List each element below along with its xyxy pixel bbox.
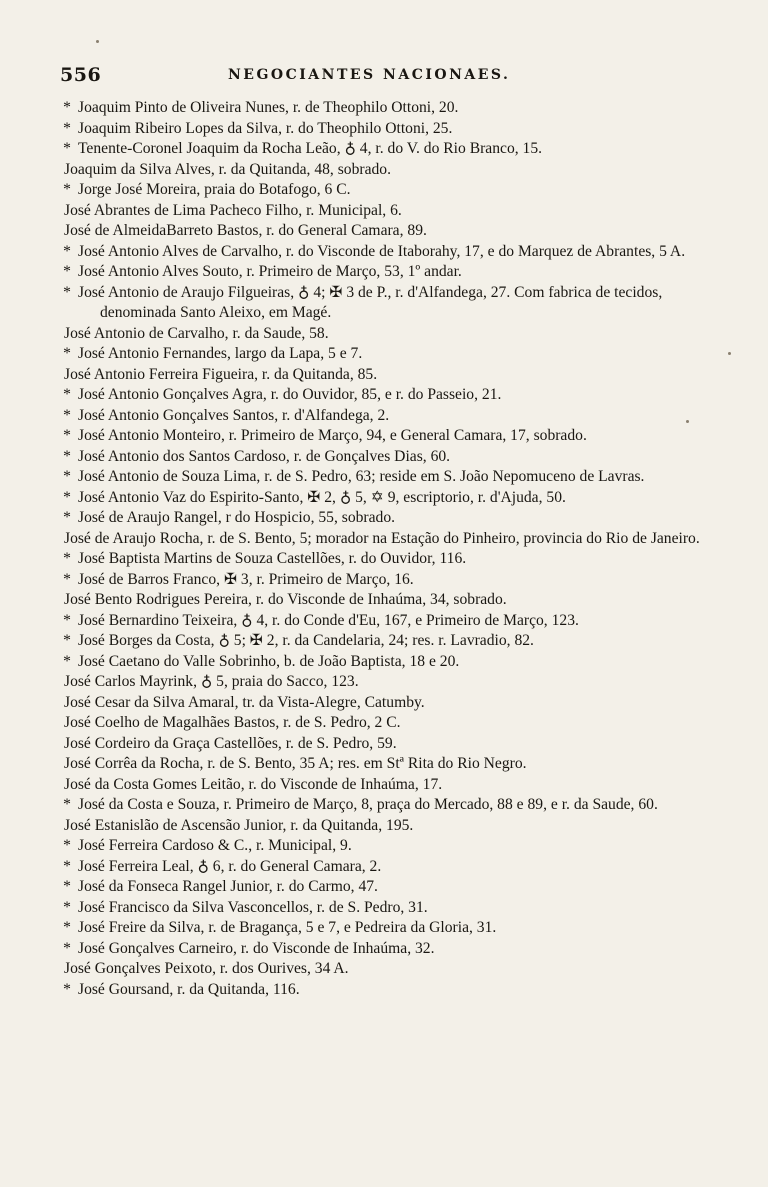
directory-entry xyxy=(58,365,706,386)
entry-text: José Antonio Alves de Carvalho, r. do Visconde de Itaborahy, 17, e do Marquez de Abrantes, 5 A. xyxy=(78,242,686,260)
directory-entry xyxy=(58,324,706,345)
entry-text: José de Barros Franco, ✠ 3, r. Primeiro de Março, 16. xyxy=(78,570,414,588)
directory-entry xyxy=(58,385,706,406)
directory-entry xyxy=(58,754,706,775)
directory-entry xyxy=(58,816,706,837)
entry-text: José Ferreira Leal, ♁ 6, r. do General Camara, 2. xyxy=(78,857,382,875)
directory-entry xyxy=(58,713,706,734)
directory-entry xyxy=(58,590,706,611)
directory-entry xyxy=(58,221,706,242)
paper-speck xyxy=(728,352,731,355)
directory-entry xyxy=(58,242,706,263)
entry-text: José Antonio Ferreira Figueira, r. da Quitanda, 85. xyxy=(64,365,378,383)
entry-text: José Antonio Gonçalves Santos, r. d'Alfandega, 2. xyxy=(78,406,390,424)
directory-entry xyxy=(58,344,706,365)
entry-text: José de AlmeidaBarreto Bastos, r. do General Camara, 89. xyxy=(64,222,427,239)
asterisk-mark: * xyxy=(63,837,71,854)
asterisk-mark: * xyxy=(63,447,71,465)
directory-entry xyxy=(58,201,706,222)
directory-entry xyxy=(58,836,706,857)
asterisk-mark: * xyxy=(63,857,71,875)
entry-text: José Bernardino Teixeira, ♁ 4, r. do Conde d'Eu, 167, e Primeiro de Março, 123. xyxy=(78,611,579,629)
entry-text: José Antonio Monteiro, r. Primeiro de Março, 94, e General Camara, 17, sobrado. xyxy=(78,427,587,444)
entry-text: José Antonio de Araujo Filgueiras, ♁ 4; ✠ 3 de P., r. d'Alfandega, 27. Com fabrica de tecidos, denominada Santo Aleixo, em Magé. xyxy=(78,283,663,321)
entry-text: José Cesar da Silva Amaral, tr. da Vista-Alegre, Catumby. xyxy=(64,693,425,711)
directory-entry xyxy=(58,160,706,181)
asterisk-mark: * xyxy=(63,550,71,567)
directory-entry xyxy=(58,693,706,714)
directory-entry xyxy=(58,262,706,283)
paper-speck xyxy=(686,420,689,423)
entry-text: José Cordeiro da Graça Castellões, r. de S. Pedro, 59. xyxy=(64,734,397,752)
directory-entry xyxy=(58,918,706,939)
asterisk-mark: * xyxy=(63,570,71,588)
directory-entry xyxy=(58,570,706,591)
paper-speck xyxy=(96,40,99,43)
directory-entry xyxy=(58,119,706,140)
directory-entry xyxy=(58,426,706,447)
page-header xyxy=(60,64,700,90)
directory-entry xyxy=(58,980,706,1001)
directory-entry xyxy=(58,139,706,160)
entry-text: José Bento Rodrigues Pereira, r. do Visconde de Inhaúma, 34, sobrado. xyxy=(64,591,507,608)
directory-entry xyxy=(58,734,706,755)
asterisk-mark: * xyxy=(63,119,71,137)
entry-text: José da Fonseca Rangel Junior, r. do Carmo, 47. xyxy=(78,878,378,895)
directory-entry xyxy=(58,98,706,119)
entry-text: José Corrêa da Rocha, r. de S. Bento, 35 A; res. em Stª Rita do Rio Negro. xyxy=(64,755,527,772)
directory-entry xyxy=(58,775,706,796)
asterisk-mark: * xyxy=(63,263,71,280)
running-head: NEGOCIANTES NACIONAES. xyxy=(228,67,511,83)
entry-text: Joaquim Ribeiro Lopes da Silva, r. do Theophilo Ottoni, 25. xyxy=(78,119,453,137)
entry-text: José Borges da Costa, ♁ 5; ✠ 2, r. da Candelaria, 24; res. r. Lavradio, 82. xyxy=(78,632,534,649)
directory-entry xyxy=(58,857,706,878)
entry-text: José Caetano do Valle Sobrinho, b. de João Baptista, 18 e 20. xyxy=(78,652,460,670)
asterisk-mark: * xyxy=(63,632,71,649)
asterisk-mark: * xyxy=(63,427,71,444)
entry-text: José Carlos Mayrink, ♁ 5, praia do Sacco, 123. xyxy=(64,673,359,690)
entry-text: José Gonçalves Peixoto, r. dos Ourives, 34 A. xyxy=(64,960,349,977)
directory-entry xyxy=(58,652,706,673)
asterisk-mark: * xyxy=(63,242,71,260)
entry-text: José Antonio dos Santos Cardoso, r. de Gonçalves Dias, 60. xyxy=(78,447,451,465)
asterisk-mark: * xyxy=(63,468,71,485)
entry-text: José Ferreira Cardoso & C., r. Municipal, 9. xyxy=(78,837,352,854)
asterisk-mark: * xyxy=(63,99,71,116)
directory-entry xyxy=(58,877,706,898)
asterisk-mark: * xyxy=(63,345,71,362)
directory-entry xyxy=(58,508,706,529)
directory-entry xyxy=(58,180,706,201)
directory-entry xyxy=(58,529,706,550)
entry-text: José Antonio Alves Souto, r. Primeiro de Março, 53, 1º andar. xyxy=(78,263,462,280)
entry-text: José Baptista Martins de Souza Castellões, r. do Ouvidor, 116. xyxy=(78,550,467,567)
directory-entry xyxy=(58,283,706,324)
asterisk-mark: * xyxy=(63,509,71,526)
asterisk-mark: * xyxy=(63,919,71,936)
entry-text: José de Araujo Rangel, r do Hospicio, 55, sobrado. xyxy=(78,509,396,526)
page-number: 556 xyxy=(60,64,102,86)
asterisk-mark: * xyxy=(63,283,71,301)
entry-text: José Freire da Silva, r. de Bragança, 5 e 7, e Pedreira da Gloria, 31. xyxy=(78,919,497,936)
entry-text: José Antonio de Souza Lima, r. de S. Pedro, 63; reside em S. João Nepomuceno de Lavras. xyxy=(78,468,645,485)
entry-text: José Francisco da Silva Vasconcellos, r. de S. Pedro, 31. xyxy=(78,898,428,916)
entry-text: José Goursand, r. da Quitanda, 116. xyxy=(78,980,300,998)
directory-entry xyxy=(58,959,706,980)
directory-entry xyxy=(58,898,706,919)
directory-entry xyxy=(58,447,706,468)
directory-entry xyxy=(58,939,706,960)
directory-entry xyxy=(58,549,706,570)
entry-text: Tenente-Coronel Joaquim da Rocha Leão, ♁ 4, r. do V. do Rio Branco, 15. xyxy=(78,140,543,157)
entry-text: Joaquim da Silva Alves, r. da Quitanda, 48, sobrado. xyxy=(64,160,391,178)
directory-entry xyxy=(58,611,706,632)
entry-text: José Antonio de Carvalho, r. da Saude, 58. xyxy=(64,324,329,342)
directory-entry xyxy=(58,795,706,816)
directory-entries xyxy=(58,98,706,1000)
asterisk-mark: * xyxy=(63,488,71,506)
asterisk-mark: * xyxy=(63,140,71,157)
entry-text: Joaquim Pinto de Oliveira Nunes, r. de Theophilo Ottoni, 20. xyxy=(78,99,459,116)
directory-entry xyxy=(58,672,706,693)
asterisk-mark: * xyxy=(63,796,71,813)
asterisk-mark: * xyxy=(63,980,71,998)
entry-text: José da Costa Gomes Leitão, r. do Visconde de Inhaúma, 17. xyxy=(64,775,443,793)
asterisk-mark: * xyxy=(63,939,71,957)
entry-text: José Antonio Fernandes, largo da Lapa, 5 e 7. xyxy=(78,345,363,362)
entry-text: José Antonio Gonçalves Agra, r. do Ouvidor, 85, e r. do Passeio, 21. xyxy=(78,386,502,403)
entry-text: José de Araujo Rocha, r. de S. Bento, 5; morador na Estação do Pinheiro, provincia do Rio de Janeiro. xyxy=(64,529,700,547)
asterisk-mark: * xyxy=(63,386,71,403)
entry-text: José Abrantes de Lima Pacheco Filho, r. Municipal, 6. xyxy=(64,201,402,219)
asterisk-mark: * xyxy=(63,652,71,670)
asterisk-mark: * xyxy=(63,181,71,198)
entry-text: José Gonçalves Carneiro, r. do Visconde de Inhaúma, 32. xyxy=(78,939,435,957)
entry-text: José Antonio Vaz do Espirito-Santo, ✠ 2, ♁ 5, ✡ 9, escriptorio, r. d'Ajuda, 50. xyxy=(78,488,566,506)
directory-entry xyxy=(58,406,706,427)
directory-entry xyxy=(58,467,706,488)
entry-text: José Estanislão de Ascensão Junior, r. da Quitanda, 195. xyxy=(64,816,414,834)
asterisk-mark: * xyxy=(63,898,71,916)
asterisk-mark: * xyxy=(63,406,71,424)
asterisk-mark: * xyxy=(63,878,71,895)
entry-text: Jorge José Moreira, praia do Botafogo, 6 C. xyxy=(78,181,351,198)
directory-entry xyxy=(58,488,706,509)
entry-text: José da Costa e Souza, r. Primeiro de Março, 8, praça do Mercado, 88 e 89, e r. da Saude, 60. xyxy=(78,796,658,813)
directory-entry xyxy=(58,631,706,652)
entry-text: José Coelho de Magalhães Bastos, r. de S. Pedro, 2 C. xyxy=(64,714,401,731)
asterisk-mark: * xyxy=(63,611,71,629)
